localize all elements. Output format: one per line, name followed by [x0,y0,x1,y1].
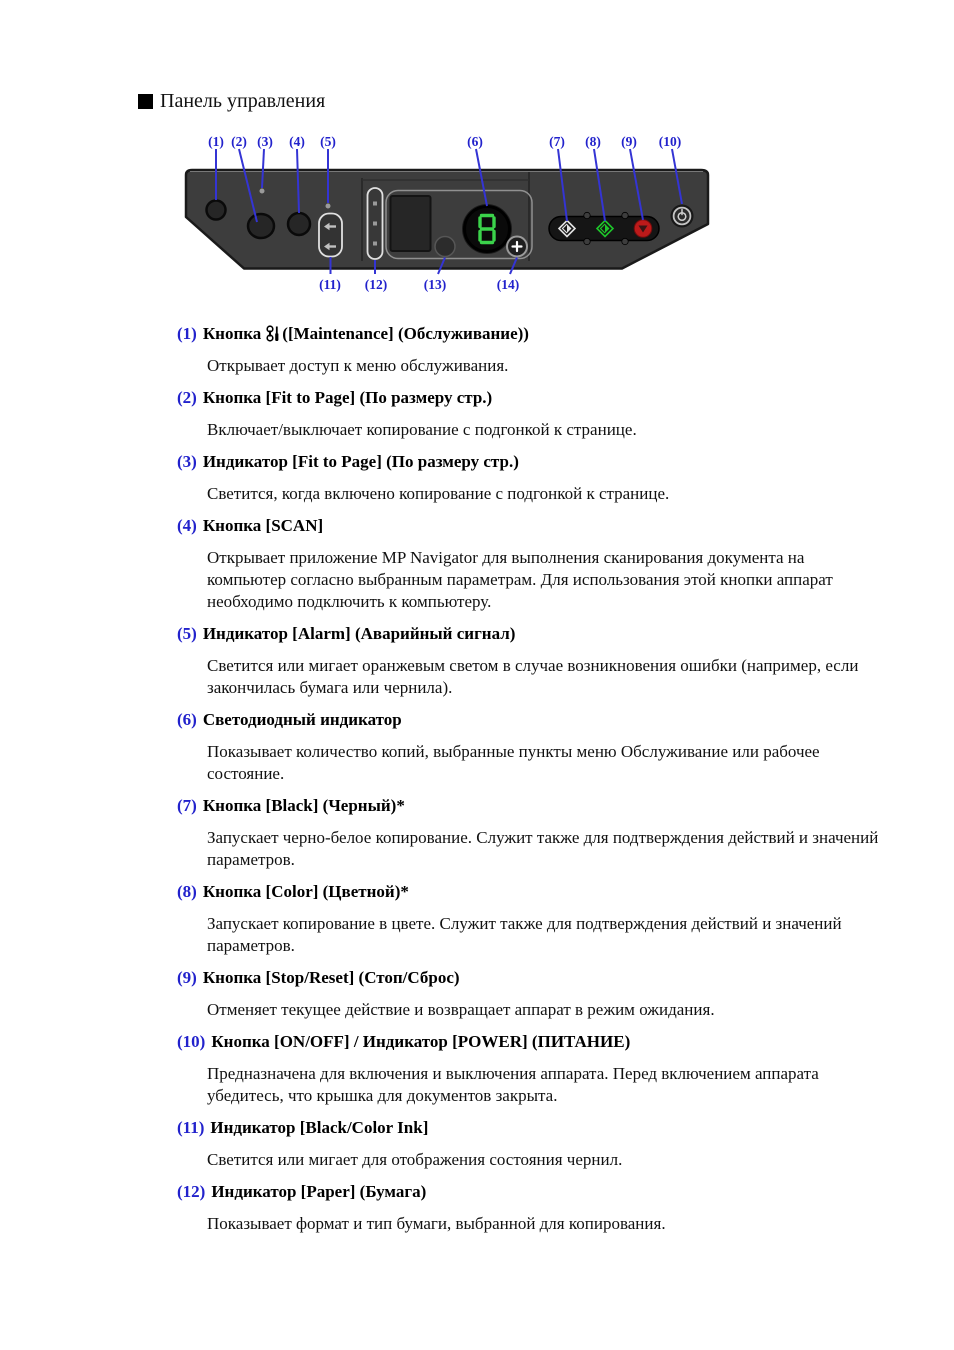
callout-label-9: (9) [621,134,637,149]
maintenance-button [207,201,226,220]
item-number: (1) [177,324,197,343]
callout-label-11: (11) [319,277,341,292]
paper-size-window [391,196,431,251]
stop-reset-button [634,220,652,238]
paper-select-button [435,237,455,257]
callout-label-2: (2) [231,134,247,149]
item-description: Включает/выключает копирование с подгонкой к странице. [207,420,637,439]
item-description: Отменяет текущее действие и возвращает аппарат в режим ожидания. [207,1000,715,1019]
list-item-5 [177,623,897,699]
item-list [177,323,897,1245]
control-panel-diagram [180,128,720,298]
item-description: Предназначена для включения и выключения аппарата. Перед включением аппарата убедитесь, что крышка для документов закрыта. [207,1064,819,1105]
item-number: (4) [177,516,197,535]
item-description: Запускает черно-белое копирование. Служит также для подтверждения действий и значений параметров. [207,828,879,869]
item-description: Светится или мигает оранжевым светом в случае возникновения ошибки (например, если закончилась бумага или чернила). [207,656,859,697]
item-description: Светится или мигает для отображения состояния чернил. [207,1150,623,1169]
list-item-11 [177,1117,897,1171]
item-title: (1) Кнопка ([Maintenance] (Обслуживание)) [177,324,529,343]
item-description: Показывает формат и тип бумаги, выбранной для копирования. [207,1214,666,1233]
list-item-6 [177,709,897,785]
list-item-1 [177,323,897,377]
item-description: Открывает приложение MP Navigator для выполнения сканирования документа на компьютер согласно выбранным параметрам. Для использования этой кнопки аппарат необходимо подключить к компьютеру. [207,548,833,611]
display-digit-value: 8 [483,222,491,237]
list-item-2 [177,387,897,441]
paper-lamp-indicator [368,188,383,259]
callout-label-13: (13) [423,277,447,292]
item-number: (8) [177,882,197,901]
item-title: (10) Кнопка [ON/OFF] / Индикатор [POWER] (ПИТАНИЕ) [177,1032,631,1051]
item-title: (5) Индикатор [Alarm] (Аварийный сигнал) [177,624,516,643]
led-display [462,204,512,254]
callout-label-4: (4) [289,134,305,149]
fit-to-page-button [248,214,274,238]
maintenance-icon [266,325,280,342]
ink-lamp-indicator [319,214,342,257]
item-description: Запускает копирование в цвете. Служит также для подтверждения действий и значений параметров. [207,914,842,955]
fit-to-page-lamp [260,189,265,194]
list-item-10 [177,1031,897,1107]
callout-label-10: (10) [658,134,682,149]
callout-label-14: (14) [496,277,520,292]
item-number: (5) [177,624,197,643]
power-button [671,205,694,228]
item-title: (3) Индикатор [Fit to Page] (По размеру стр.) [177,452,519,471]
item-title: (6) Светодиодный индикатор [177,710,402,729]
section-header [138,90,325,113]
item-number: (9) [177,968,197,987]
item-title: (8) Кнопка [Color] (Цветной)* [177,882,409,901]
copies-plus-button [507,237,527,257]
list-item-9 [177,967,897,1021]
callout-label-5: (5) [320,134,336,149]
item-title: (2) Кнопка [Fit to Page] (По размеру стр.) [177,388,493,407]
item-description: Показывает количество копий, выбранные пункты меню Обслуживание или рабочее состояние. [207,742,820,783]
item-number: (6) [177,710,197,729]
page-title: Панель управления [160,90,326,112]
callout-label-7: (7) [549,134,565,149]
section-bullet-icon [138,94,153,109]
list-item-3 [177,451,897,505]
item-title: (12) Индикатор [Paper] (Бумага) [177,1182,427,1201]
callout-label-6: (6) [467,134,483,149]
item-title: (7) Кнопка [Black] (Черный)* [177,796,405,815]
item-number: (2) [177,388,197,407]
item-number: (10) [177,1032,206,1051]
list-item-4 [177,515,897,613]
scan-button [288,213,310,235]
item-number: (3) [177,452,197,471]
list-item-8 [177,881,897,957]
callout-label-1: (1) [208,134,224,149]
item-number: (11) [177,1118,205,1137]
alarm-lamp [326,204,331,209]
item-number: (12) [177,1182,206,1201]
callout-label-3: (3) [257,134,273,149]
item-number: (7) [177,796,197,815]
item-title: (11) Индикатор [Black/Color Ink] [177,1118,429,1137]
item-description: Открывает доступ к меню обслуживания. [207,356,509,375]
item-description: Светится, когда включено копирование с подгонкой к странице. [207,484,670,503]
list-item-7 [177,795,897,871]
callout-label-8: (8) [585,134,601,149]
callout-label-12: (12) [364,277,388,292]
list-item-12 [177,1181,897,1235]
item-title: (4) Кнопка [SCAN] [177,516,324,535]
item-title: (9) Кнопка [Stop/Reset] (Стоп/Сброс) [177,968,460,987]
